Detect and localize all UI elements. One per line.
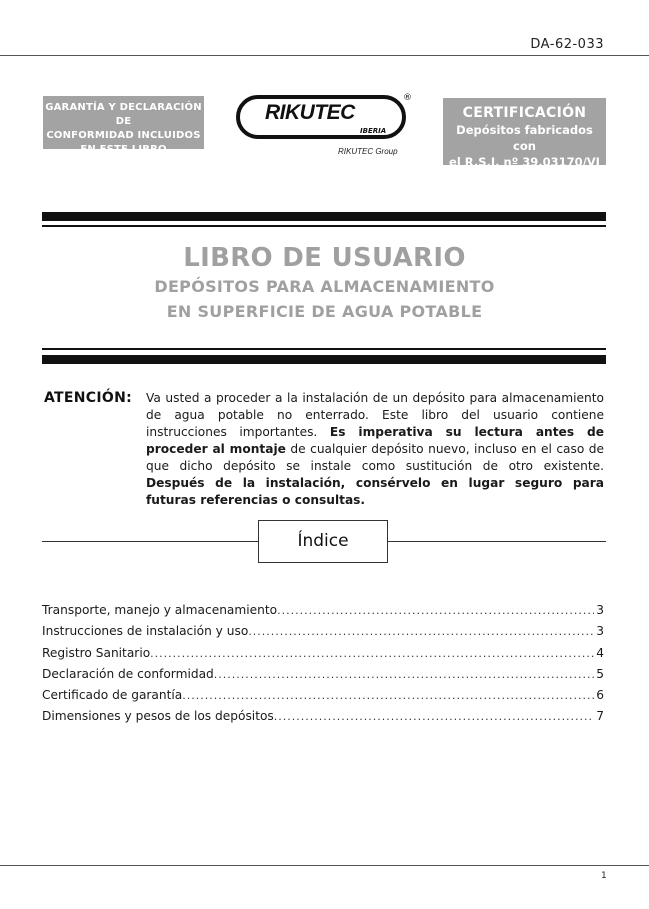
certification-title: CERTIFICACIÓN	[462, 105, 587, 121]
attention-text-1: Va usted a proceder a la instalación de un depósito para almacenamiento de agua potable no enterrado. Este libro del usuario contiene instrucciones importantes.	[146, 391, 604, 439]
toc-label: Registro Sanitario	[42, 645, 151, 660]
attention-paragraph	[146, 390, 604, 509]
certification-line-1: Depósitos fabricados con	[456, 123, 593, 153]
toc-row[interactable]	[42, 685, 604, 706]
toc-leader-dots	[214, 665, 594, 685]
title-block	[0, 242, 649, 324]
attention-bold-1: Es imperativa su lectura antes de proceder al montaje	[146, 425, 604, 456]
toc-page: 3	[596, 603, 604, 617]
subtitle-line-2: EN SUPERFICIE DE AGUA POTABLE	[166, 302, 483, 321]
toc-page: 7	[596, 709, 604, 724]
subtitle-line-1: DEPÓSITOS PARA ALMACENAMIENTO	[154, 277, 495, 296]
toc-page: 3	[596, 624, 604, 639]
toc-leader-dots	[277, 601, 594, 621]
toc-page: 6	[596, 688, 604, 703]
toc-row[interactable]	[42, 706, 604, 727]
attention-label: ATENCIÓN:	[44, 390, 132, 406]
title-bottom-thick-bar	[42, 355, 606, 364]
logo-sub: IBERIA	[360, 127, 387, 135]
toc-page: 5	[596, 666, 604, 681]
page-number: 1	[601, 871, 607, 881]
main-title: LIBRO DE USUARIO	[183, 243, 466, 273]
toc-label: Transporte, manejo y almacenamiento	[42, 603, 278, 617]
document-code: DA-62-033	[530, 37, 604, 52]
warranty-line-3: EN ESTE LIBRO	[80, 144, 167, 155]
logo-oval	[236, 95, 406, 139]
title-top-thick-bar	[42, 212, 606, 221]
table-of-contents	[42, 600, 604, 728]
toc-page: 4	[596, 645, 604, 660]
logo-brand: RIKUTEC	[265, 101, 355, 124]
warranty-line-1: GARANTÍA Y DECLARACIÓN DE	[45, 102, 202, 127]
attention-text-2: de cualquier depósito nuevo, incluso en el caso de que dicho depósito se instale como sustitución de otro existente.	[146, 442, 605, 473]
toc-leader-dots	[182, 686, 594, 706]
certification-box	[443, 98, 606, 169]
toc-label: Declaración de conformidad	[42, 666, 214, 681]
certification-line-2: el R.S.I. nº 39.03170/VI	[449, 155, 600, 169]
toc-leader-dots	[274, 707, 594, 727]
logo-group-label: RIKUTEC Group	[338, 147, 398, 156]
toc-leader-dots	[248, 622, 594, 642]
toc-label: Instrucciones de instalación y uso	[42, 624, 249, 639]
bottom-divider	[0, 865, 649, 866]
toc-row[interactable]	[42, 664, 604, 685]
toc-row[interactable]	[42, 643, 604, 664]
registered-mark: ®	[403, 93, 412, 103]
warranty-notice-box	[43, 96, 204, 155]
attention-bold-2: Después de la instalación, consérvelo en lugar seguro para futuras referencias o consultas.	[146, 476, 604, 507]
toc-leader-dots	[150, 644, 594, 664]
toc-label: Dimensiones y pesos de los depósitos	[42, 709, 274, 724]
title-bottom-thin-bar	[42, 348, 606, 350]
title-top-thin-bar	[42, 225, 606, 227]
warranty-line-2: CONFORMIDAD INCLUIDOS	[46, 130, 201, 141]
toc-row[interactable]	[42, 600, 604, 621]
toc-row[interactable]	[42, 621, 604, 642]
rikutec-logo	[236, 93, 416, 159]
index-heading: Índice	[258, 520, 388, 563]
top-divider	[0, 55, 649, 56]
toc-label: Certificado de garantía	[42, 688, 183, 703]
